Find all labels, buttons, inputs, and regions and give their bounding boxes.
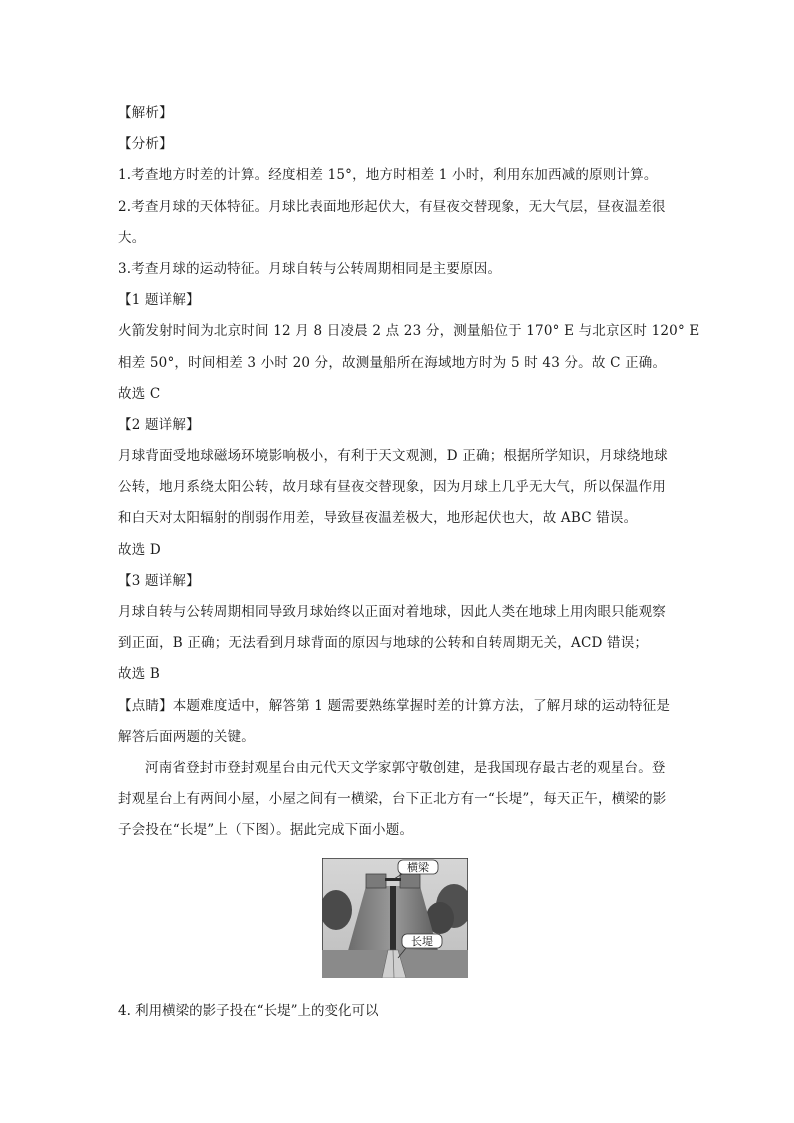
answer-line: 故选 D [118, 541, 161, 558]
text-line: 解答后面两题的关键。 [118, 728, 255, 745]
document-body [118, 98, 700, 847]
dike-label: 长堤 [411, 935, 433, 948]
text-line: 月球自转与公转周期相同导致月球始终以正面对着地球，因此人类在地球上用肉眼只能观察 [118, 604, 666, 620]
text-line: 2.考查月球的天体特征。月球比表面地形起伏大，有昼夜交替现象，无大气层，昼夜温差很 [118, 198, 666, 215]
text-line: 公转，地月系绕太阳公转，故月球有昼夜交替现象，因为月球上几乎无大气，所以保温作用 [118, 479, 666, 496]
text-line: 1.考查地方时差的计算。经度相差 15°，地方时相差 1 小时，利用东加西减的原则计算。 [118, 167, 658, 184]
text-line: 到正面，B 正确；无法看到月球背面的原因与地球的公转和自转周期无关，ACD 错误； [118, 635, 649, 652]
passage-line: 子会投在“长堤”上（下图）。据此完成下面小题。 [118, 822, 414, 839]
beam-label: 横梁 [407, 861, 429, 874]
text-line: 3.考查月球的运动特征。月球自转与公转周期相同是主要原因。 [118, 260, 502, 277]
section-heading-q2: 【2 题详解】 [118, 416, 200, 433]
text-line: 火箭发射时间为北京时间 12 月 8 日凌晨 2 点 23 分，测量船位于 170° E 与北京区时 120° E [118, 323, 700, 340]
text-line: 大。 [118, 229, 146, 246]
text-line: 相差 50°，时间相差 3 小时 20 分，故测量船所在海域地方时为 5 时 43 分。故 C 正确。 [118, 354, 667, 371]
text-line: 月球背面受地球磁场环境影响极小，有利于天文观测，D 正确；根据所学知识，月球绕地球 [118, 448, 668, 465]
text-line: 和白天对太阳辐射的削弱作用差，导致昼夜温差极大，地形起伏也大，故 ABC 错误。 [118, 510, 638, 527]
section-heading-breakdown: 【分析】 [118, 136, 173, 153]
observatory-figure [322, 858, 468, 978]
answer-line: 故选 B [118, 666, 161, 683]
tip-line: 【点睛】本题难度适中，解答第 1 题需要熟练掌握时差的计算方法，了解月球的运动特征是 [118, 697, 671, 714]
section-heading-analysis: 【解析】 [118, 105, 173, 121]
passage-line: 河南省登封市登封观星台由元代天文学家郭守敬创建，是我国现存最古老的观星台。登 [145, 759, 666, 776]
question-4: 4. 利用横梁的影子投在“长堤”上的变化可以 [118, 1003, 379, 1019]
answer-line: 故选 C [118, 385, 161, 402]
passage-line: 封观星台上有两间小屋，小屋之间有一横梁，台下正北方有一“长堤”，每天正午，横梁的影 [118, 791, 667, 808]
observatory-illustration [322, 858, 468, 978]
section-heading-q3: 【3 题详解】 [118, 572, 200, 589]
section-heading-q1: 【1 题详解】 [118, 292, 200, 309]
